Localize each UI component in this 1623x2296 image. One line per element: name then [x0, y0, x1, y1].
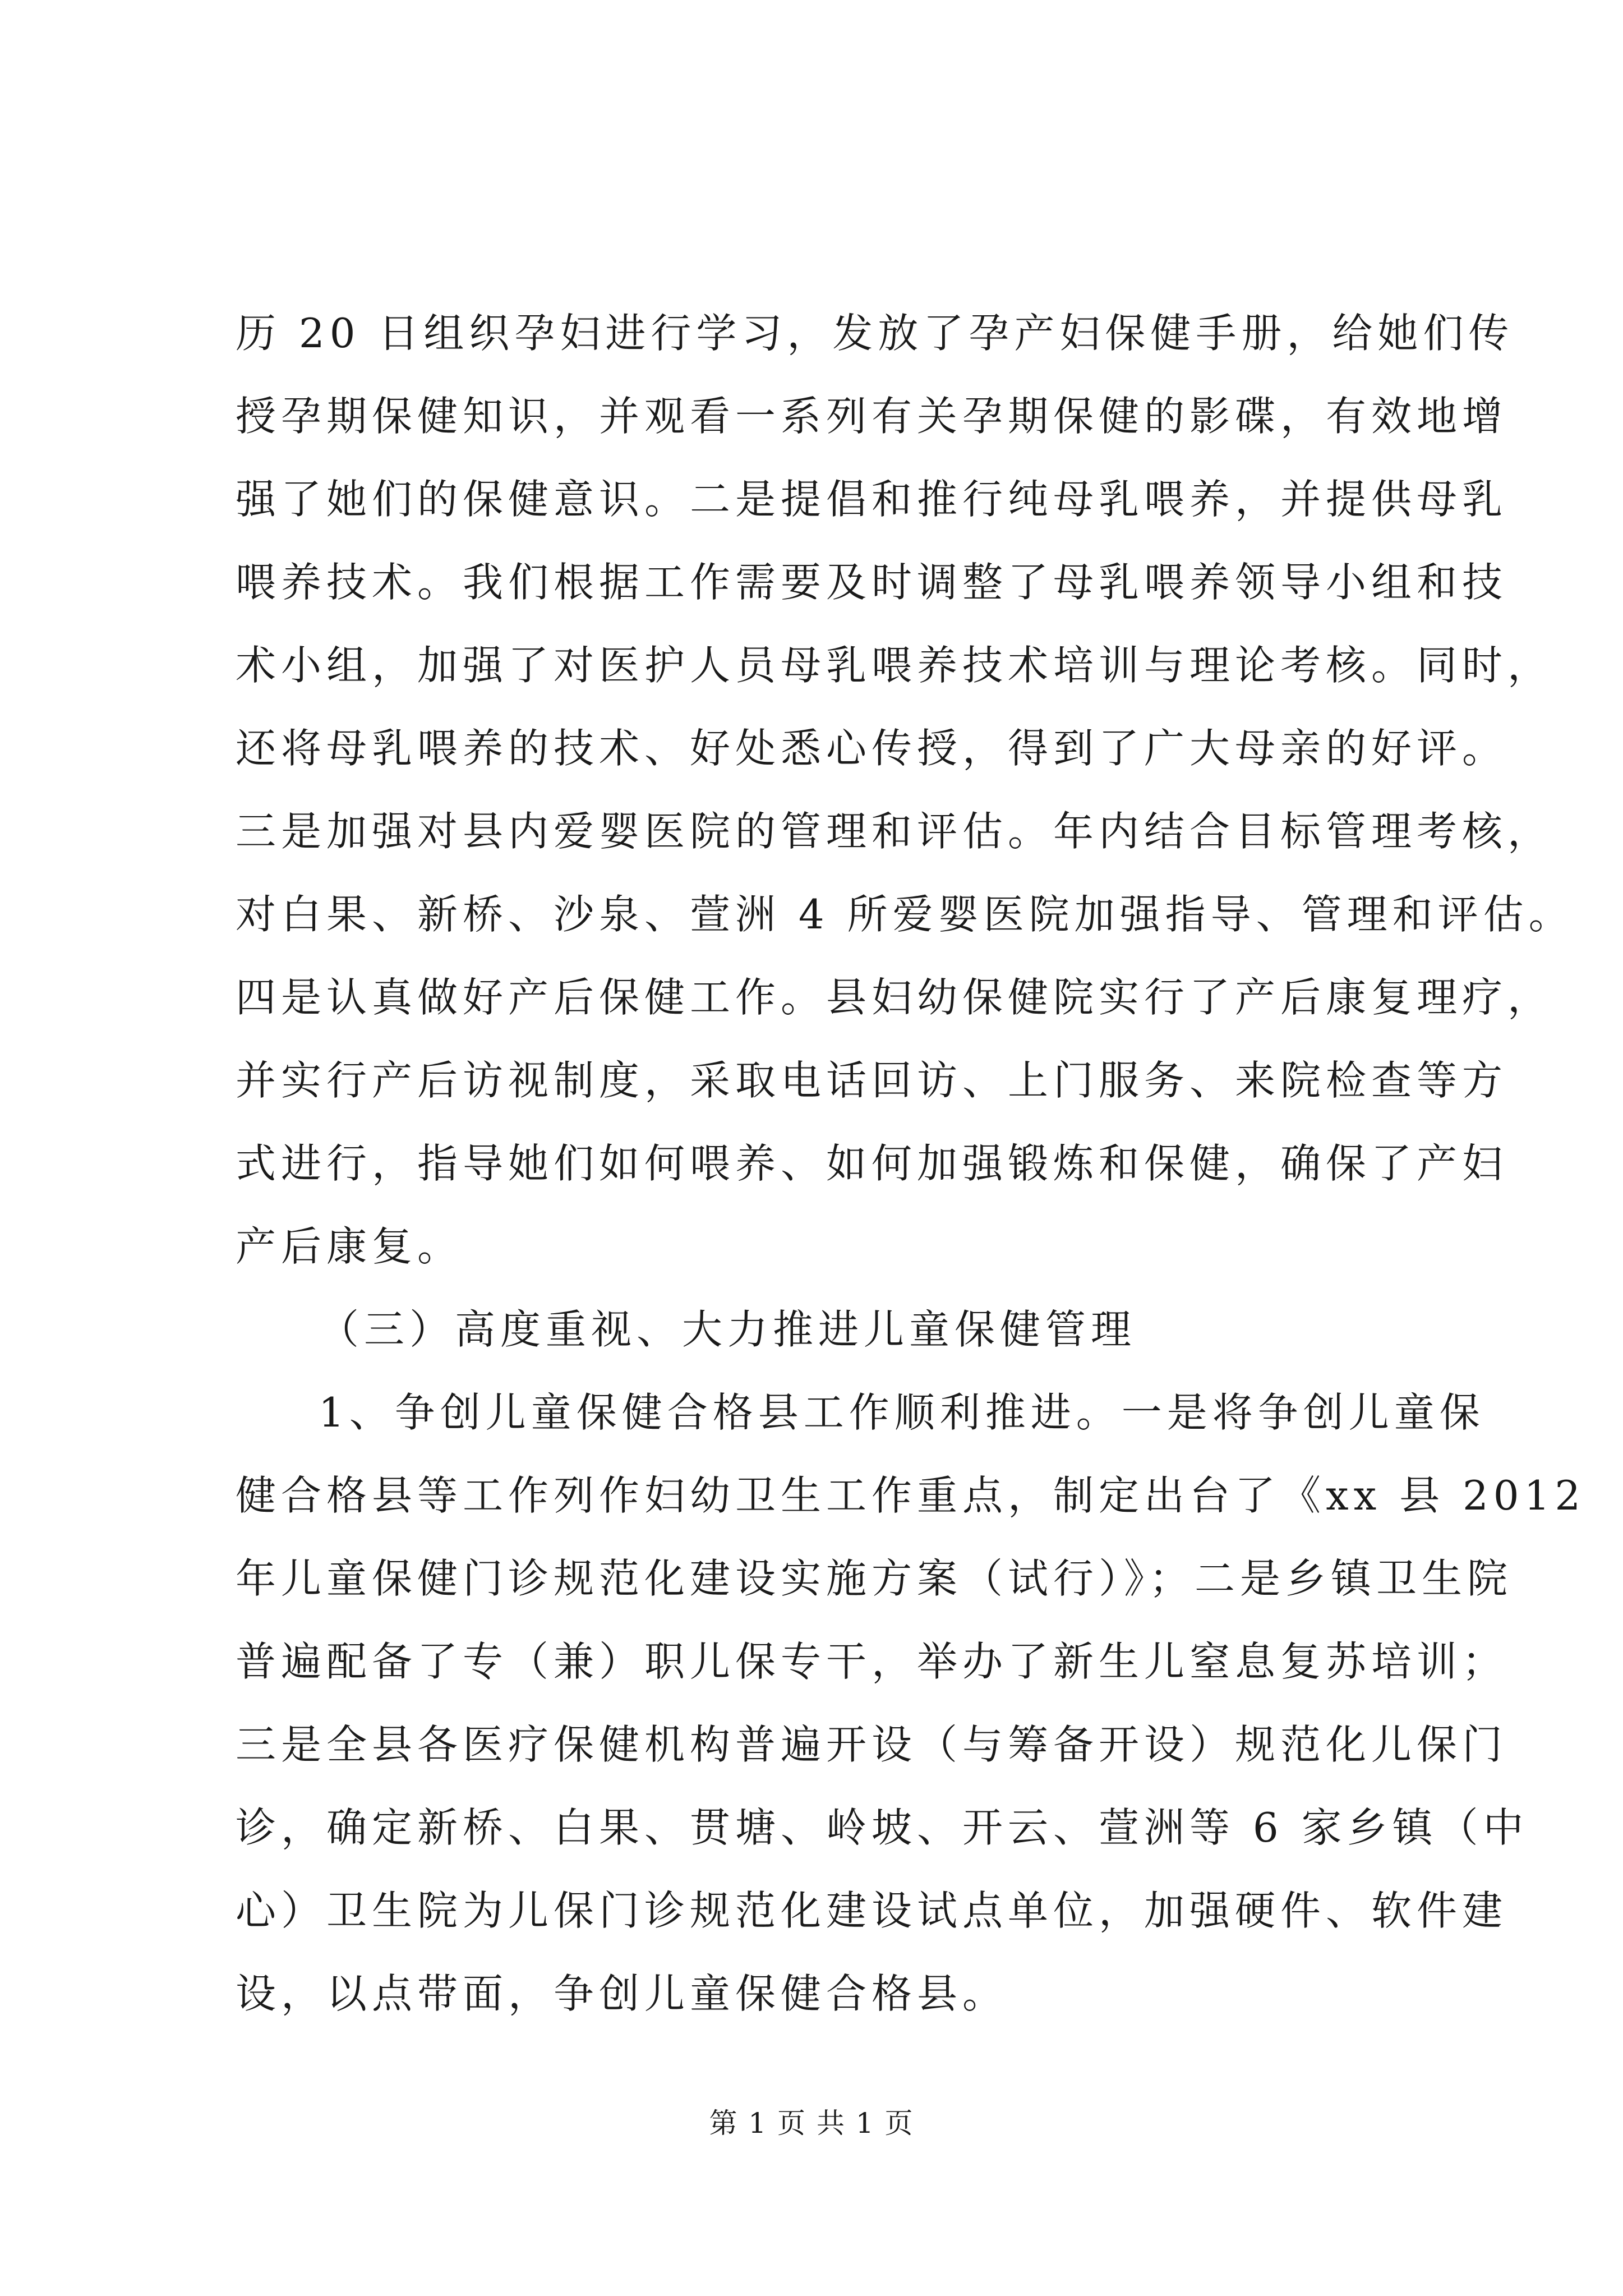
text-line: 诊，确定新桥、白果、贯塘、岭坡、开云、萱洲等 6 家乡镇（中 [236, 1804, 1529, 1851]
page-footer: 第 1 页 共 1 页 [709, 2107, 914, 2139]
text-line: 授孕期保健知识，并观看一系列有关孕期保健的影碟，有效地增 [236, 393, 1508, 440]
text-line: 四是认真做好产后保健工作。县妇幼保健院实行了产后康复理疗， [236, 974, 1553, 1021]
text-line: 强了她们的保健意识。二是提倡和推行纯母乳喂养，并提供母乳 [236, 476, 1508, 523]
text-line: 术小组，加强了对医护人员母乳喂养技术培训与理论考核。同时， [236, 642, 1553, 689]
text-line: 设，以点带面，争创儿童保健合格县。 [236, 1970, 1008, 2017]
document-body [236, 292, 1586, 2035]
text-line: 健合格县等工作列作妇幼卫生工作重点，制定出台了《xx 县 2012 [236, 1472, 1586, 1519]
text-line: 式进行，指导她们如何喂养、如何加强锻炼和保健，确保了产妇 [236, 1140, 1508, 1187]
text-line: 历 20 日组织孕妇进行学习，发放了孕产妇保健手册，给她们传 [236, 310, 1514, 357]
text-line: 三是加强对县内爱婴医院的管理和评估。年内结合目标管理考核， [236, 808, 1553, 855]
text-line: 喂养技术。我们根据工作需要及时调整了母乳喂养领导小组和技 [236, 559, 1508, 606]
text-line: 心）卫生院为儿保门诊规范化建设试点单位，加强硬件、软件建 [236, 1887, 1508, 1934]
text-line: 对白果、新桥、沙泉、萱洲 4 所爱婴医院加强指导、管理和评估。 [236, 891, 1574, 938]
text-line: 年儿童保健门诊规范化建设实施方案（试行）》；二是乡镇卫生院 [236, 1555, 1513, 1602]
text-line: 普遍配备了专（兼）职儿保专干，举办了新生儿窒息复苏培训； [236, 1638, 1508, 1685]
text-line: 并实行产后访视制度，采取电话回访、上门服务、来院检查等方 [236, 1057, 1508, 1104]
text-line: 1、争创儿童保健合格县工作顺利推进。一是将争创儿童保 [319, 1389, 1485, 1436]
text-line: 还将母乳喂养的技术、好处悉心传授，得到了广大母亲的好评。 [236, 725, 1508, 772]
text-line: 三是全县各医疗保健机构普遍开设（与筹备开设）规范化儿保门 [236, 1721, 1508, 1768]
section-heading: （三）高度重视、大力推进儿童保健管理 [319, 1306, 1137, 1353]
text-line: 产后康复。 [236, 1223, 463, 1270]
